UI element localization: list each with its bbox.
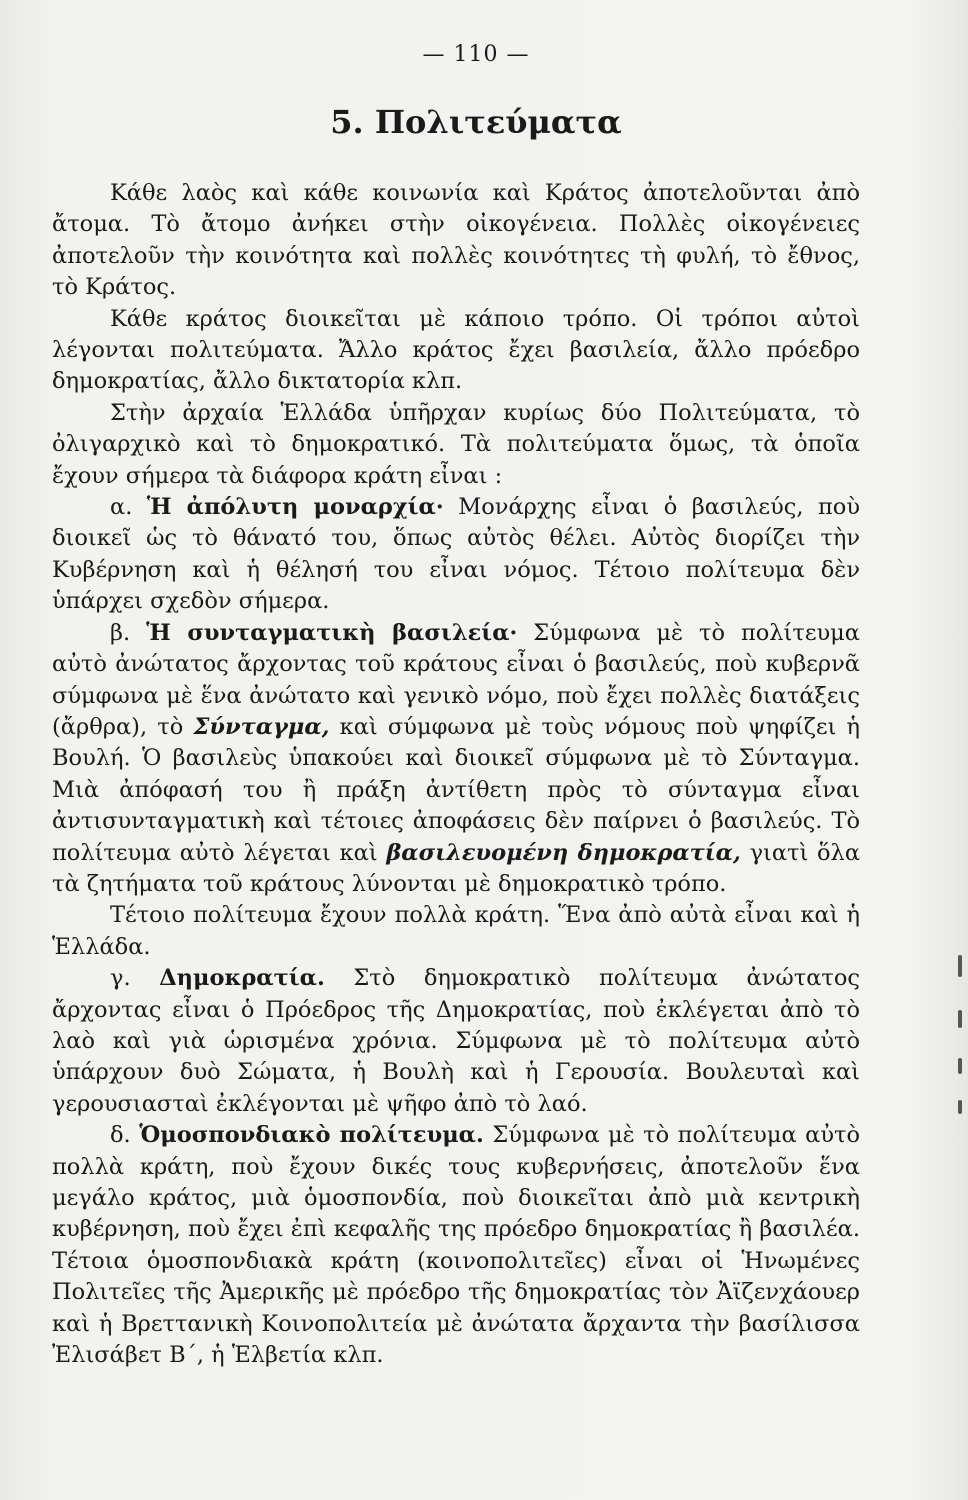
section-c-heading: Δημοκρατία. (159, 965, 325, 992)
page-number: — 110 — (422, 42, 530, 67)
term-crowned-democracy: βασιλευομένη δημοκρατία, (386, 839, 741, 866)
section-d-heading: Ὁμοσπονδιακὸ πολίτευμα. (139, 1122, 484, 1149)
section-b-heading: Ἡ συνταγματικὴ βασιλεία· (146, 619, 518, 646)
scan-edge-mark (958, 955, 962, 977)
section-a-marker: α. (110, 494, 133, 521)
section-d-text: Σύμφωνα μὲ τὸ πολίτευμα αὐτὸ πολλὰ κράτη, ποὺ ἔχουν δικές τους κυβερνήσεις, ἀποτελοῦν ἕνα μεγάλο κράτος, μιὰ ὁμοσπονδία, ποὺ διοικεῖται ἀπὸ μιὰ κεντρικὴ κυβέρνηση, ποὺ ἔχει ἐπὶ κεφαλῆς της πρόεδρο δημοκρατίας ἢ βασιλέα. Τέτοια ὁμοσπονδιακὰ κράτη (κοινοπολιτεῖες) εἶναι οἱ Ἡνωμένες Πολιτεῖες τῆς Ἀμερικῆς μὲ πρόεδρο τῆς δημοκρατίας τὸν Ἀϊζενχάουερ καὶ ἡ Βρεττανικὴ Κοινοπολιτεία μὲ ἀνώτατα ἄρχαντα τὴν βασίλισσα Ἐλισάβετ Β΄, ἡ Ἑλβετία κλπ. (52, 1122, 861, 1369)
section-c-marker: γ. (110, 965, 131, 992)
section-federal (52, 1120, 860, 1371)
section-absolute-monarchy (52, 492, 860, 618)
section-b-text-2: καὶ σύμφωνα μὲ τοὺς νόμους ποὺ ψηφίζει ἡ Βουλή. Ὁ βασιλεὺς ὑπακούει καὶ διοικεῖ σύμφωνα μὲ τὸ Σύνταγμα. Μιὰ ἀπόφασή του ἢ πράξη ἀντίθετη πρὸς τὸ σύνταγμα εἶναι ἀντισυνταγματικὴ καὶ τέτοιες ἀποφάσεις δὲν παίρνει ὁ βασιλεύς. Τὸ πολίτευμα αὐτὸ λέγεται καὶ (52, 713, 861, 866)
paragraph-intro-2: Κάθε κράτος διοικεῖται μὲ κάποιο τρόπο. Οἱ τρόποι αὐτοὶ λέγονται πολιτεύματα. Ἄλλο κράτος ἔχει βασιλεία, ἄλλο πρόεδρο δημοκρατίας, ἄλλο δικτατορία κλπ. (52, 305, 860, 395)
section-b-text-3: γιατὶ ὅλα τὰ ζητήματα τοῦ κράτους λύνονται μὲ δημοκρατικὸ τρόπο. (52, 839, 861, 897)
section-b-marker: β. (110, 619, 131, 646)
scan-edge-mark (958, 1100, 962, 1114)
body-text (52, 178, 860, 1371)
section-d-marker: δ. (110, 1122, 131, 1149)
section-constitutional-monarchy (52, 618, 860, 901)
section-a-heading: Ἡ ἀπόλυτη μοναρχία· (146, 494, 444, 521)
section-c-text: Στὸ δημοκρατικὸ πολίτευμα ἀνώτατος ἄρχοντας εἶναι ὁ Πρόεδρος τῆς Δημοκρατίας, ποὺ ἐκλέγεται ἀπὸ τὸ λαὸ καὶ γιὰ ὡρισμένα χρόνια. Σύμφωνα μὲ τὸ πολίτευμα αὐτὸ ὑπάρχουν δυὸ Σώματα, ἡ Βουλὴ καὶ ἡ Γερουσία. Βουλευταὶ καὶ γερουσιασταὶ ἐκλέγονται μὲ ψῆφο ἀπὸ τὸ λαό. (52, 965, 861, 1117)
chapter-title: 5. Πολιτεύματα (330, 103, 622, 141)
section-democracy (52, 963, 860, 1120)
paragraph-intro-3: Στὴν ἀρχαία Ἑλλάδα ὑπῆρχαν κυρίως δύο Πολιτεύματα, τὸ ὀλιγαρχικὸ καὶ τὸ δημοκρατικό. Τὰ πολιτεύματα ὅμως, τὰ ὁποῖα ἔχουν σήμερα τὰ διάφορα κράτη εἶναι : (52, 399, 860, 489)
term-constitution: Σύνταγμα, (193, 713, 330, 740)
section-b-text-1: Σύμφωνα μὲ τὸ πολίτευμα αὐτὸ ἀνώτατος ἄρχοντας τοῦ κράτους εἶναι ὁ βασιλεύς, ποὺ κυβερνᾶ σύμφωνα μὲ ἕνα ἀνώτατο καὶ γενικὸ νόμο, ποὺ ἔχει πολλὲς διατάξεις (ἄρθρα), τὸ (52, 619, 860, 740)
scan-edge-mark (958, 1058, 962, 1074)
section-b-follow-paragraph: Τέτοιο πολίτευμα ἔχουν πολλὰ κράτη. Ἕνα ἀπὸ αὐτὰ εἶναι καὶ ἡ Ἑλλάδα. (52, 902, 860, 960)
section-a-text: Μονάρχης εἶναι ὁ βασιλεύς, ποὺ διοικεῖ ὡς τὸ θάνατό του, ὅπως αὐτὸς θέλει. Αὐτὸς διορίζει τὴν Κυβέρνηση καὶ ἡ θέλησή του εἶναι νόμος. Τέτοιο πολίτευμα δὲν ὑπάρχει σχεδὸν σήμερα. (52, 494, 861, 615)
scan-edge-mark (958, 1010, 962, 1028)
paragraph-intro-1: Κάθε λαὸς καὶ κάθε κοινωνία καὶ Κράτος ἀποτελοῦνται ἀπὸ ἄτομα. Τὸ ἄτομο ἀνήκει στὴν οἰκογένεια. Πολλὲς οἰκογένειες ἀποτελοῦν τὴν κοινότητα καὶ πολλὲς κοινότητες τὴ φυλή, τὸ ἔθνος, τὸ Κράτος. (52, 180, 860, 301)
